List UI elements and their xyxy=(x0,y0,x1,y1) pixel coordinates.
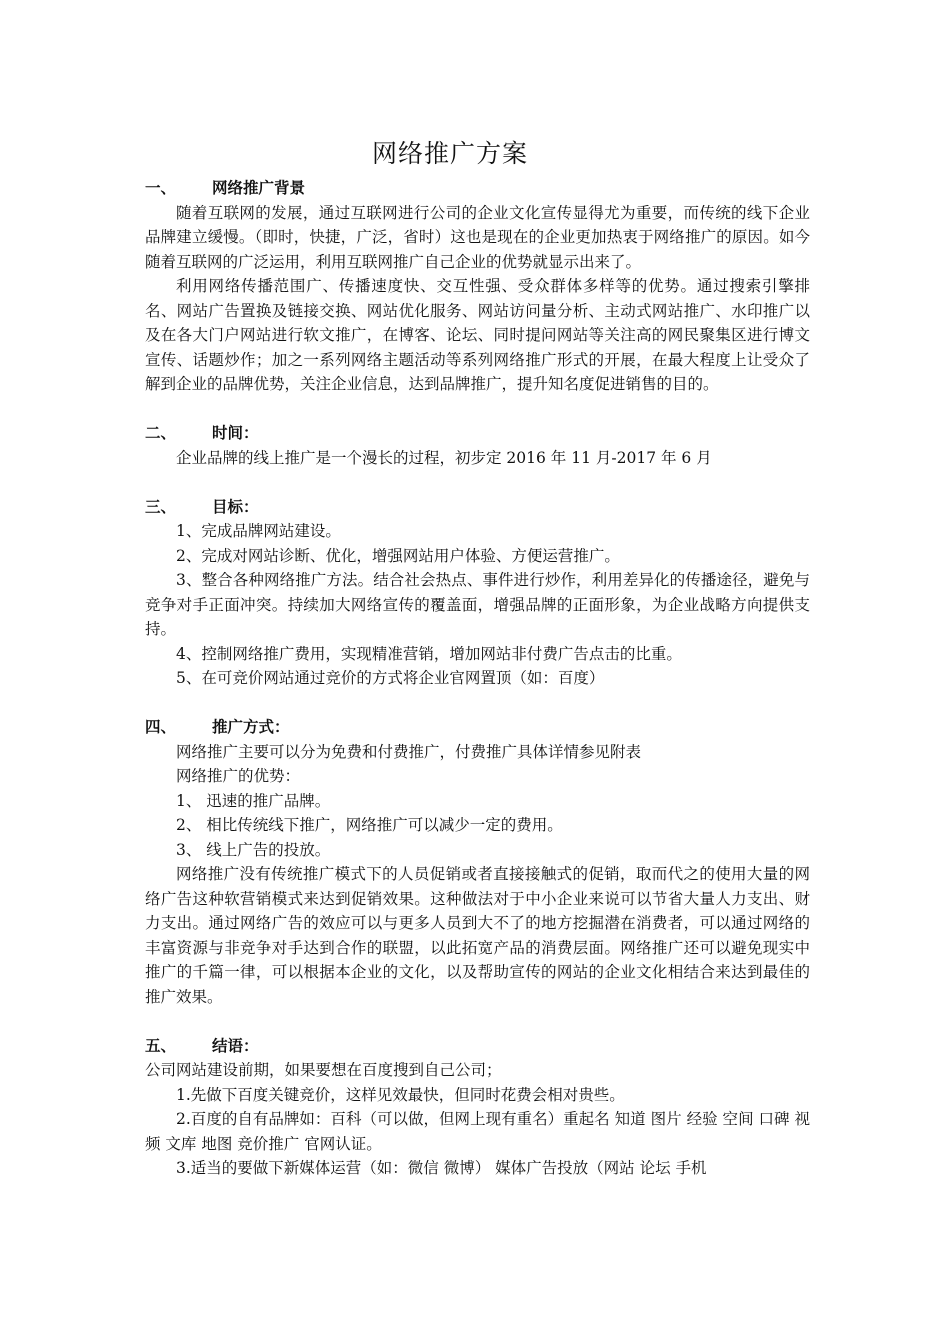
list-item: 1.先做下百度关键竞价，这样见效最快，但同时花费会相对贵些。 xyxy=(176,1085,625,1104)
section-title: 目标： xyxy=(212,496,259,516)
section-heading-methods xyxy=(145,715,810,740)
section-title: 时间： xyxy=(212,423,259,442)
section-heading-time xyxy=(145,421,810,446)
section-heading-conclusion xyxy=(145,1034,810,1059)
section-number: 三、 xyxy=(145,496,177,516)
list-item: 5、在可竞价网站通过竞价的方式将企业官网置顶（如：百度） xyxy=(176,669,605,687)
section-heading-background xyxy=(145,176,810,201)
list-item: 2.百度的自有品牌如：百科（可以做，但网上现有重名）重起名 知道 图片 经验 空间 口碑 视频 文库 地图 竞价推广 官网认证。 xyxy=(145,1110,810,1153)
list-item: 3.适当的要做下新媒体运营（如：微信 微博） 媒体广告投放（网站 论坛 手机 xyxy=(176,1159,707,1177)
section-number: 二、 xyxy=(145,423,177,442)
section-number: 五、 xyxy=(145,1035,177,1055)
paragraph: 网络推广主要可以分为免费和付费推广，付费推广具体详情参见附表 xyxy=(176,742,642,761)
list-item: 1、 迅速的推广品牌。 xyxy=(176,791,331,810)
section-title: 网络推广背景 xyxy=(212,178,306,197)
paragraph: 公司网站建设前期，如果要想在百度搜到自己公司； xyxy=(145,1061,502,1079)
section-title: 结语： xyxy=(212,1035,259,1055)
list-item: 2、 相比传统线下推广，网络推广可以减少一定的费用。 xyxy=(176,816,563,834)
paragraph: 网络推广的优势： xyxy=(176,767,301,785)
section-title: 推广方式： xyxy=(212,717,290,736)
paragraph: 企业品牌的线上推广是一个漫长的过程，初步定 2016 年 11 月-2017 年 6 月 xyxy=(176,448,712,467)
paragraph: 随着互联网的发展，通过互联网进行公司的企业文化宣传显得尤为重要，而传统的线下企业品牌建立缓慢。（即时，快捷，广泛，省时）这也是现在的企业更加热衷于网络推广的原因。如今随着互联网的广泛运用，利用互联网推广自己企业的优势就显示出来了。 xyxy=(145,203,810,271)
document-body xyxy=(145,176,810,1181)
list-item: 3、整合各种网络推广方法。结合社会热点、事件进行炒作，利用差异化的传播途径，避免与竞争对手正面冲突。持续加大网络宣传的覆盖面，增强品牌的正面形象，为企业战略方向提供支持。 xyxy=(145,571,810,638)
section-number: 四、 xyxy=(145,717,177,736)
list-item: 2、完成对网站诊断、优化，增强网站用户体验、方便运营推广。 xyxy=(176,546,620,565)
document-title: 网络推广方案 xyxy=(371,139,528,168)
section-heading-goals xyxy=(145,495,810,520)
list-item: 1、完成品牌网站建设。 xyxy=(176,522,341,540)
list-item: 4、控制网络推广费用，实现精准营销，增加网站非付费广告点击的比重。 xyxy=(176,644,682,663)
list-item: 3、 线上广告的投放。 xyxy=(176,840,331,859)
section-number: 一、 xyxy=(145,178,177,197)
paragraph: 利用网络传播范围广、传播速度快、交互性强、受众群体多样等的优势。通过搜索引擎排名、网站广告置换及链接交换、网站优化服务、网站访问量分析、主动式网站推广、水印推广以及在各大门户网站进行软文推广，在博客、论坛、同时提问网站等关注高的网民聚集区进行博文宣传、话题炒作；加之一系列网络主题活动等系列网络推广形式的开展，在最大程度上让受众了解到企业的品牌优势，关注企业信息，达到品牌推广，提升知名度促进销售的目的。 xyxy=(145,277,810,393)
paragraph: 网络推广没有传统推广模式下的人员促销或者直接接触式的促销，取而代之的使用大量的网络广告这种软营销模式来达到促销效果。这种做法对于中小企业来说可以节省大量人力支出、财力支出。通过网络广告的效应可以与更多人员到大不了的地方挖掘潜在消费者，可以通过网络的丰富资源与非竞争对手达到合作的联盟，以此拓宽产品的消费层面。网络推广还可以避免现实中推广的千篇一律，可以根据本企业的文化，以及帮助宣传的网站的企业文化相结合来达到最佳的推广效果。 xyxy=(145,865,810,1006)
